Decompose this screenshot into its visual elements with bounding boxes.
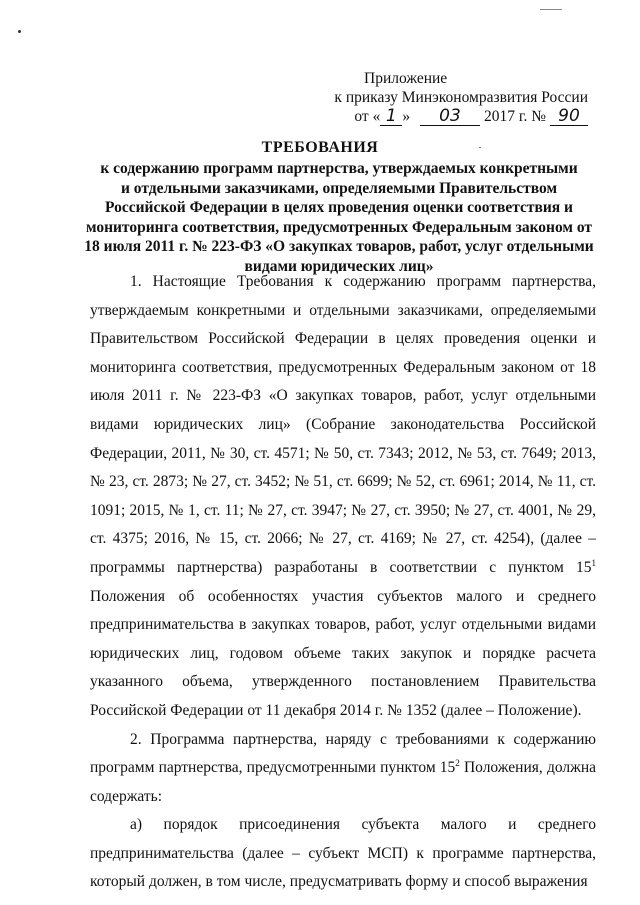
appendix-label: Приложение bbox=[364, 70, 448, 87]
subtitle-line: к содержанию программ партнерства, утверждаемых конкретными bbox=[100, 160, 578, 177]
scan-mark bbox=[18, 30, 21, 33]
paragraph-1-text-a: 1. Настоящие Требования к содержанию программ партнерства, утверждаемым конкретными и отдельными заказчиками, определяемыми Правительством Российской Федерации в целях проведения оценки и мониторинга соответствия, предусмотренных Федеральным законом от 18 июля 2011 г. № 223-ФЗ «О закупках товаров, работ, услуг отдельными видами юридических лиц» (Собрание законодательства Российской Федерации, 2011, № 30, ст. 4571; № 50, ст. 7343; 2012, № 53, ст. 7649; 2013, № 23, ст. 2873; № 27, ст. 3452; № 51, ст. 6699; № 52, ст. 6961; 2014, № 11, ст. 1091; 2015, № 1, ст. 11; № 27, ст. 3947; № 27, ст. 3950; № 27, ст. 4001, № 29, ст. 4375; 2016, № 15, ст. 2066; № 27, ст. 4169; № 27, ст. 4254), (далее – программы партнерства) разработаны в соответствии с пунктом 15 bbox=[90, 273, 596, 576]
subtitle-line: мониторинга соответствия, предусмотренных Федеральным законом от bbox=[85, 218, 593, 236]
date-prefix: от « bbox=[354, 108, 381, 125]
date-mid: » bbox=[402, 108, 411, 125]
order-number-handwritten: 90 bbox=[550, 107, 588, 126]
scan-line bbox=[540, 9, 562, 10]
date-year: 2017 г. № bbox=[483, 108, 546, 125]
subtitle-line: и отдельными заказчиками, определяемыми Правительством bbox=[120, 179, 558, 197]
paragraph-1-text-b: Положения об особенностях участия субъектов малого и среднего предпринимательства в закупках товаров, работ, услуг отдельными видами юридических лиц, годовом объеме таких закупок и порядке расчета указанного объема, утвержденного постановлением Правительства Российской Федерации от 11 декабря 2014 г. № 1352 (далее – Положение). bbox=[90, 587, 596, 719]
paragraph-2-text-b: Положения, должна содержать: bbox=[90, 759, 596, 805]
paragraph-2-superscript: 2 bbox=[455, 757, 460, 768]
appendix-order-ref: к приказу Минэкономразвития России bbox=[334, 89, 588, 106]
document-title: ТРЕБОВАНИЯ bbox=[261, 139, 379, 156]
subtitle-line: 18 июля 2011 г. № 223-ФЗ «О закупках товаров, работ, услуг отдельными bbox=[84, 238, 594, 256]
date-day-handwritten: 1 bbox=[380, 107, 402, 126]
subtitle-line: видами юридических лиц» bbox=[244, 257, 434, 275]
appendix-date-line bbox=[288, 107, 588, 126]
appendix-header bbox=[288, 69, 588, 126]
subtitle-line: Российской Федерации в целях проведения оценки соответствия и bbox=[105, 199, 573, 217]
document-subtitle bbox=[84, 159, 594, 277]
document-body bbox=[90, 268, 596, 897]
paragraph-3: а) порядок присоединения субъекта малого и среднего предпринимательства (далее – субъект МСП) к программе партнерства, который должен, в том числе, предусматривать форму и способ выражения bbox=[90, 816, 596, 891]
date-month-handwritten: 03 bbox=[420, 107, 480, 126]
paragraph-2-text-a: 2. Программа партнерства, наряду с требованиями к содержанию программ партнерства, предусмотренными пунктом 15 bbox=[90, 730, 596, 777]
paragraph-1-superscript: 1 bbox=[591, 557, 596, 568]
paragraph-2 bbox=[90, 726, 596, 812]
paragraph-1 bbox=[90, 268, 596, 726]
